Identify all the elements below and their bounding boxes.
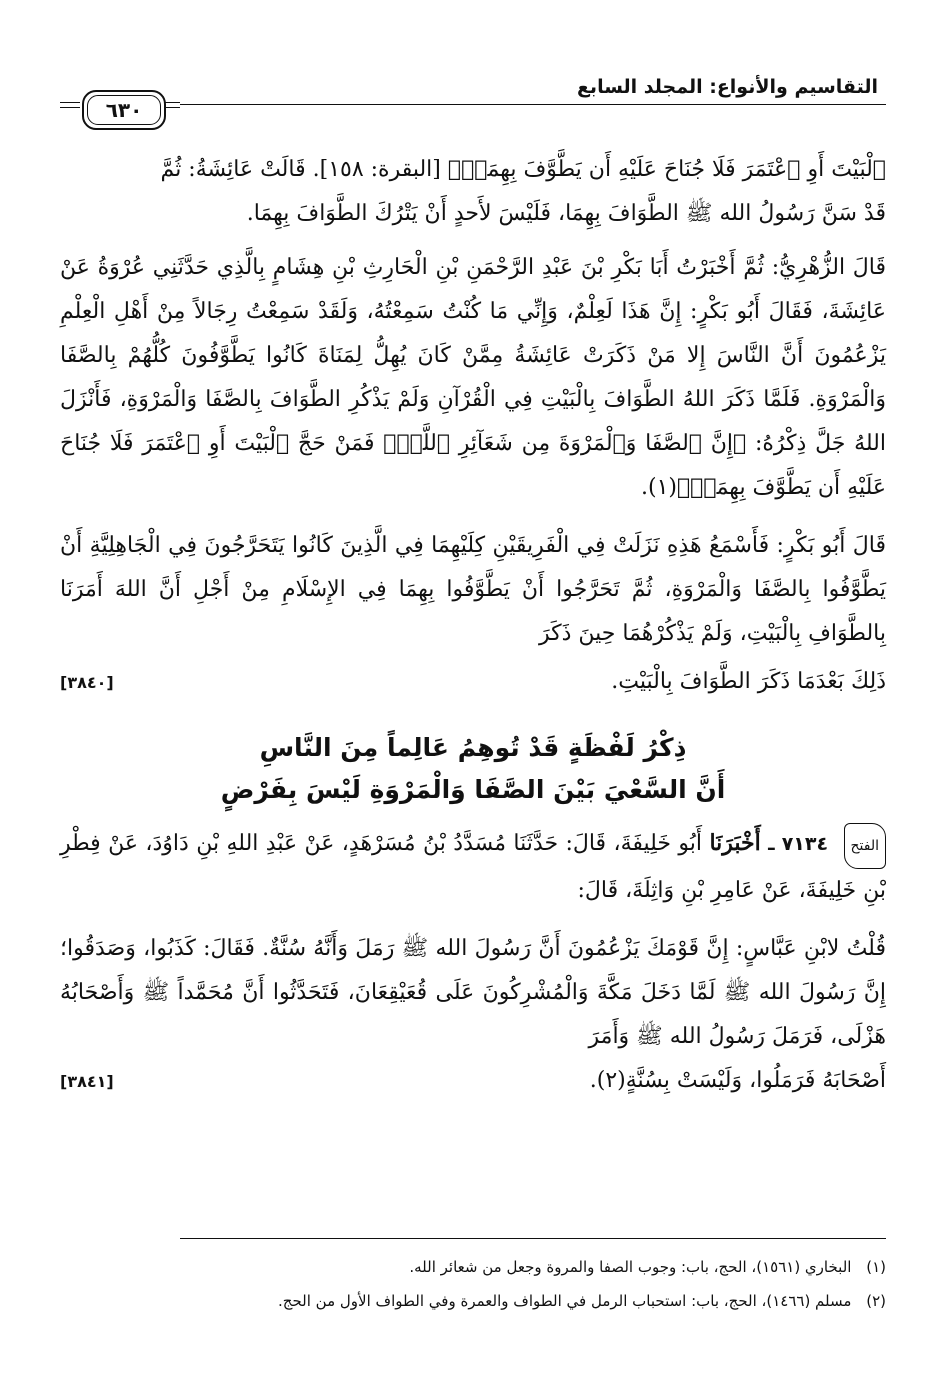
running-title: التقاسيم والأنواع: المجلد السابع [576, 76, 878, 98]
paragraph-1 [60, 148, 886, 236]
footnotes [60, 1250, 886, 1318]
header-rule [180, 104, 886, 105]
isnad-text: أَبُو خَلِيفَةَ، قَالَ: حَدَّثَنَا مُسَدَّدُ بْنُ مُسَرْهَدٍ، عَنْ عَبْدِ اللهِ بْنِ دَاوُدَ، عَنْ فِطْرِ بْنِ خَلِيفَةَ، عَنْ عَامِرِ بْنِ وَاثِلَةَ، قَالَ: [60, 831, 886, 903]
hadith-number: ٧١٣٤ ـ [768, 833, 829, 855]
paragraph-1-line-2: قَدْ سَنَّ رَسُولُ الله ﷺ الطَّوَافَ بِهِمَا، فَلَيْسَ لأَحدٍ أَنْ يَتْرُكَ الطَّوَافَ بِهِمَا. [246, 201, 886, 226]
footnote-1 [60, 1250, 886, 1284]
page-header [60, 62, 886, 132]
page-content [60, 148, 886, 1104]
book-page [60, 0, 886, 1378]
paragraph-3-text: قَالَ أَبُو بَكْرٍ: فَأَسْمَعُ هَذِهِ نَزَلَتْ فِي الْفَرِيقَيْنِ كِلَيْهِمَا فِي الَّذِينَ كَانُوا يَتَحَرَّجُونَ فِي الْجَاهِلِيَّةِ أَنْ يَطَّوَّفُوا بِالصَّفَا وَالْمَرْوَةِ، ثُمَّ تَحَرَّجُوا أَنْ يَطَّوَّفُوا بِهِمَا فِي الإِسْلَامِ مِنْ أَجْلِ أَنَّ اللهَ أَمَرَنَا بِالطَّوَافِ بِالْبَيْتِ، وَلَمْ يَذْكُرْهُمَا حِينَ ذَكَرَ [60, 533, 886, 646]
paragraph-5 [60, 927, 886, 1059]
footnote-2-text: مسلم (١٤٦٦)، الحج، باب: استحباب الرمل في الطواف والعمرة وفي الطواف الأول من الحج. [278, 1292, 852, 1310]
footnote-1-text: البخاري (١٥٦١)، الحج، باب: وجوب الصفا والمروة وجعل من شعائر الله. [409, 1258, 852, 1276]
heading-line-2: أَنَّ السَّعْيَ بَيْنَ الصَّفَا وَالْمَرْوَةِ لَيْسَ بِفَرْضٍ [220, 775, 726, 804]
paragraph-3 [60, 524, 886, 656]
footnote-2 [60, 1284, 886, 1318]
paragraph-5-last-text: أَصْحَابَهُ فَرَمَلُوا، وَلَيْسَتْ بِسُنَّةٍ(٢). [589, 1068, 886, 1093]
ornament-lines-left [60, 102, 80, 112]
fath-badge-icon: الفتح [844, 823, 887, 869]
paragraph-1-line-1: ٱلْبَيْتَ أَوِ ٱعْتَمَرَ فَلَا جُنَاحَ عَلَيْهِ أَن يَطَّوَّفَ بِهِمَاۚ﴾ [البقرة: ١٥٨]. قَالَتْ عَائِشَةُ: ثُمَّ [160, 157, 886, 182]
footnote-1-number: (١) [866, 1258, 886, 1276]
akhbarana-word: أَخْبَرَنَا [709, 830, 761, 856]
paragraph-5-text: قُلْتُ لابْنِ عَبَّاسٍ: إِنَّ قَوْمَكَ يَزْعُمُونَ أَنَّ رَسُولَ الله ﷺ رَمَلَ وَأَنَّهُ سُنَّةٌ. فَقَالَ: كَذَبُوا، وَصَدَقُوا؛ إِنَّ رَسُولَ الله ﷺ لَمَّا دَخَلَ مَكَّةَ وَالْمُشْرِكُونَ عَلَى قُعَيْقِعَانَ، فَتَحَدَّثُوا أَنَّ مُحَمَّداً ﷺ وَأَصْحَابُهُ هَزْلَى، فَرَمَلَ رَسُولُ الله ﷺ وَأَمَرَ [60, 936, 886, 1049]
hadith-isnad [60, 821, 886, 913]
paragraph-5-last-line [60, 1059, 886, 1104]
paragraph-3-last-text: ذَلِكَ بَعْدَمَا ذَكَرَ الطَّوَافَ بِالْبَيْتِ. [611, 669, 886, 694]
hadith-reference-3841: [٣٨٤١] [60, 1072, 114, 1091]
paragraph-3-last-line [60, 660, 886, 705]
ornament-lines-right [164, 102, 180, 112]
paragraph-2: قَالَ الزُّهْرِيُّ: ثُمَّ أَخْبَرْتُ أَبَا بَكْرِ بْنَ عَبْدِ الرَّحْمَنِ بْنِ الْحَارِثِ بْنِ هِشَامٍ بِالَّذِي حَدَّثَنِي عُرْوَةُ عَنْ عَائِشَةَ، فَقَالَ أَبُو بَكْرٍ: إِنَّ هَذَا لَعِلْمٌ، وَإِنِّي مَا كُنْتُ سَمِعْتُهُ، وَلَقَدْ سَمِعْتُ رِجَالاً مِنْ أَهْلِ الْعِلْمِ يَزْعُمُونَ أَنَّ النَّاسَ إِلا مَنْ ذَكَرَتْ عَائِشَةُ مِمَّنْ كَانَ يُهِلُّ لِمَنَاةَ كَانُوا يَطَّوَّفُونَ كُلُّهُمْ بِالصَّفَا وَالْمَرْوَةِ. فَلَمَّا ذَكَرَ اللهُ الطَّوَافَ بِالْبَيْتِ فِي الْقُرْآنِ وَلَمْ يَذْكُرِ الطَّوَافَ بِالصَّفَا وَالْمَرْوَةِ، فَأَنْزَلَ اللهُ جَلَّ ذِكْرُهُ: ﴿إِنَّ ٱلصَّفَا وَٱلْمَرْوَةَ مِن شَعَآئِرِ ٱللَّهِۖ فَمَنْ حَجَّ ٱلْبَيْتَ أَوِ ٱعْتَمَرَ فَلَا جُنَاحَ عَلَيْهِ أَن يَطَّوَّفَ بِهِمَاۚ﴾(١). [60, 255, 886, 500]
heading-line-1: ذِكْرُ لَفْظَةٍ قَدْ تُوهِمُ عَالِماً مِنَ النَّاسِ [259, 733, 687, 762]
page-number [82, 90, 166, 130]
footnote-2-number: (٢) [866, 1292, 886, 1310]
page-number-text: ٦٣٠ [105, 98, 143, 122]
footnote-rule [180, 1238, 886, 1239]
section-heading [60, 727, 886, 811]
hadith-reference-3840: [٣٨٤٠] [60, 673, 114, 692]
